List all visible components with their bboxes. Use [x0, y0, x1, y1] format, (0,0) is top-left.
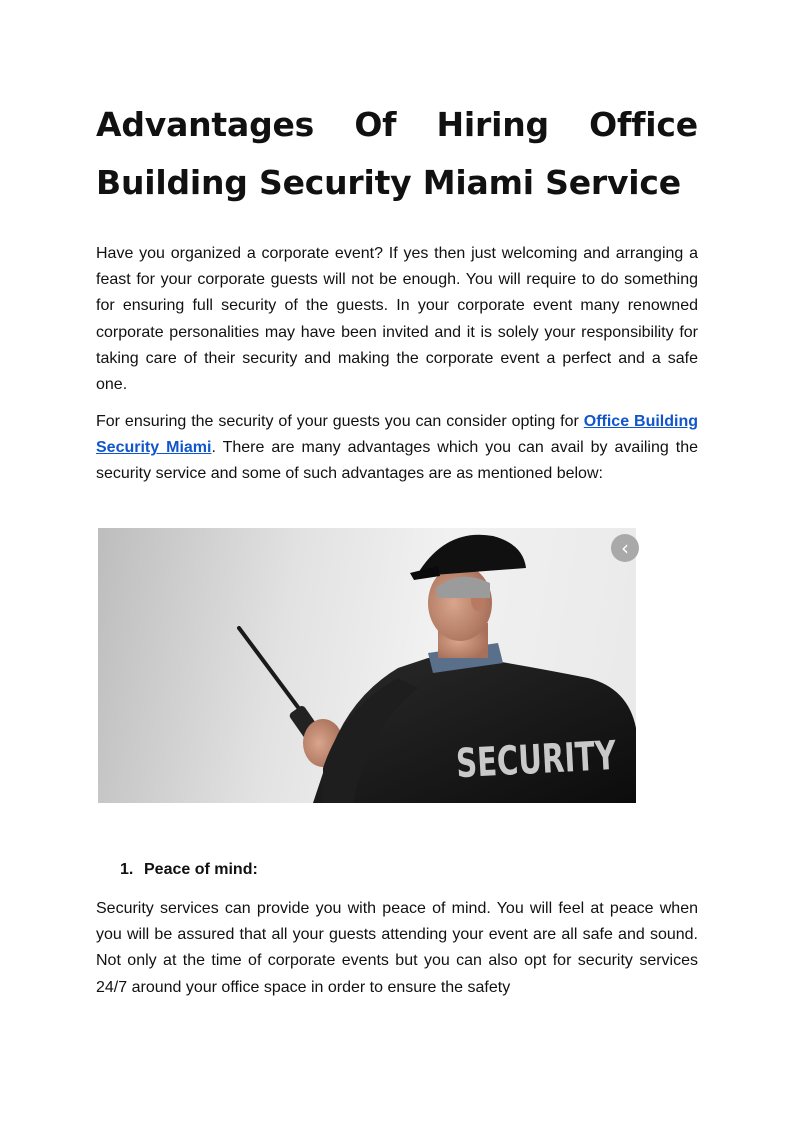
security-guard-image [98, 528, 678, 803]
title-word: Hiring [436, 105, 549, 144]
page-title [96, 96, 698, 212]
list-item-1 [120, 857, 258, 883]
radio-antenna [239, 628, 306, 718]
title-line-2: Building Security Miami Service [96, 163, 681, 202]
office-building-security-link[interactable]: Office Building Security Miami [96, 413, 698, 457]
peace-of-mind-paragraph: Security services can provide you with peace of mind. You will feel at peace when you will be assured that all your guests attending your event are all safe and sound. Not only at the time of corporate events but you can also opt for security services 24/7 around your office space in order to ensure the safety [96, 900, 698, 996]
title-word: Office [589, 105, 698, 144]
options-paragraph [96, 409, 698, 488]
paragraph-text: . There are many advantages which you can avail by availing the security service and some of such advantages are as mentioned below: [96, 439, 698, 483]
title-line-1 [96, 96, 698, 154]
list-number: 1. [120, 861, 134, 878]
title-word: Advantages [96, 105, 315, 144]
title-word: Of [354, 105, 397, 144]
list-heading: Peace of mind: [144, 861, 258, 878]
chevron-left-icon[interactable]: ‹ [611, 534, 639, 562]
security-guard-illustration [98, 528, 678, 803]
intro-paragraph: Have you organized a corporate event? If yes then just welcoming and arranging a feast for your corporate guests will not be enough. You will require to do something for ensuring full security of the guests. In your corporate event many renowned corporate personalities may have been invited and it is solely your responsibility for taking care of their security and making the corporate event a perfect and a safe one. [96, 245, 698, 394]
paragraph-text: For ensuring the security of your guests you can consider opting for [96, 413, 584, 430]
jacket-text: SECURITY [455, 729, 678, 788]
